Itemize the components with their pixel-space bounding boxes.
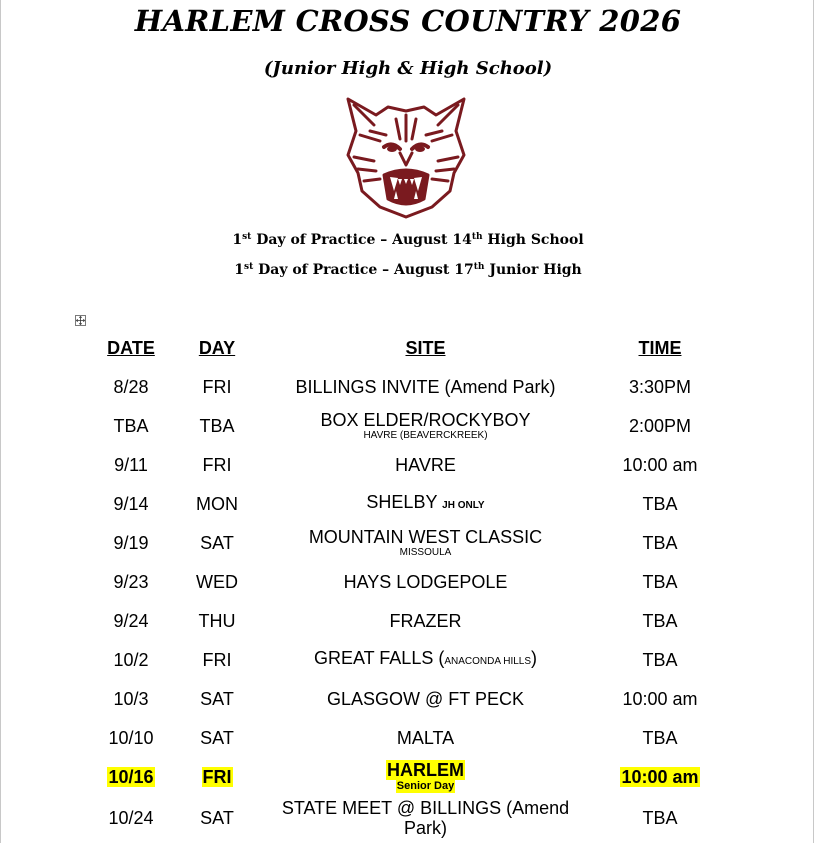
- site-name: BOX ELDER/ROCKYBOY: [320, 409, 531, 430]
- date-highlight: 10/16: [108, 766, 154, 787]
- time-highlight: 10:00 am: [621, 766, 699, 787]
- day-cell: FRI: [202, 649, 232, 670]
- header-day: DAY: [198, 338, 236, 358]
- site-note: HAVRE (BEAVERCKREEK): [363, 429, 488, 441]
- site-cell: BILLINGS INVITE (Amend Park): [295, 376, 556, 397]
- day-cell: FRI: [202, 454, 232, 475]
- day-cell: FRI: [202, 376, 232, 397]
- site-name: GREAT FALLS (: [313, 647, 445, 668]
- day-cell: SAT: [200, 688, 234, 709]
- site-cell: STATE MEET @ BILLINGS (Amend Park): [281, 798, 570, 838]
- site-cell: [268, 484, 583, 523]
- time-cell: 10:00 am: [622, 688, 698, 709]
- date-cell: TBA: [113, 415, 149, 436]
- date-cell: 9/11: [114, 454, 148, 475]
- day-cell: [177, 757, 257, 796]
- site-cell: GLASGOW @ FT PECK: [327, 688, 524, 709]
- site-note: Senior Day: [396, 780, 455, 792]
- date-cell: 9/14: [113, 493, 149, 514]
- time-cell: TBA: [642, 808, 678, 828]
- table-row: [0, 718, 816, 757]
- practice-line-high-school: 1st Day of Practice – August 14th High School: [232, 232, 584, 248]
- day-cell: WED: [196, 571, 238, 592]
- table-row: [0, 445, 816, 484]
- date-cell: 9/24: [113, 610, 149, 631]
- table-row: [0, 796, 816, 840]
- site-cell: [268, 640, 583, 679]
- day-cell: THU: [198, 610, 236, 631]
- time-cell: [590, 757, 730, 796]
- site-note: MISSOULA: [399, 546, 452, 558]
- time-cell: 10:00 am: [622, 454, 698, 475]
- day-cell: SAT: [200, 532, 234, 553]
- time-cell: 3:30PM: [628, 376, 692, 397]
- time-cell: TBA: [642, 610, 678, 631]
- time-cell: TBA: [642, 727, 678, 748]
- table-row: [0, 640, 816, 679]
- site-cell: [268, 523, 583, 562]
- site-cell: FRAZER: [389, 610, 462, 631]
- date-cell: 10/2: [113, 649, 149, 670]
- header-time: TIME: [638, 338, 682, 358]
- bobcat-mascot-icon: [340, 95, 472, 219]
- page-subtitle: (Junior High & High School): [263, 58, 553, 79]
- date-cell: 9/19: [113, 532, 149, 553]
- date-cell: [91, 757, 171, 796]
- time-cell: TBA: [642, 571, 678, 592]
- table-row: [0, 562, 816, 601]
- site-name: HARLEM: [387, 760, 464, 780]
- table-row: [0, 406, 816, 445]
- site-inline-note: JH ONLY: [442, 499, 485, 511]
- table-row: [0, 601, 816, 640]
- site-inline-note: ANACONDA HILLS: [444, 655, 532, 667]
- day-cell: TBA: [199, 415, 235, 436]
- table-row: [0, 367, 816, 406]
- time-cell: TBA: [642, 649, 678, 670]
- day-cell: SAT: [200, 808, 234, 828]
- day-cell: MON: [196, 493, 238, 514]
- site-tail: ): [531, 647, 538, 668]
- site-name: SHELBY: [366, 491, 443, 512]
- site-cell: [268, 757, 583, 796]
- day-highlight: FRI: [202, 766, 232, 787]
- date-cell: 8/28: [113, 376, 149, 397]
- day-cell: SAT: [200, 727, 234, 748]
- site-name: MOUNTAIN WEST CLASSIC: [308, 526, 543, 547]
- site-cell: MALTA: [396, 727, 455, 748]
- table-row-highlighted: [0, 757, 816, 796]
- header-date: DATE: [107, 338, 155, 358]
- page-title: HARLEM CROSS COUNTRY 2026: [134, 4, 682, 38]
- header-site: SITE: [405, 338, 446, 358]
- practice-line-junior-high: 1st Day of Practice – August 17th Junior High: [234, 262, 582, 278]
- date-cell: 10/24: [108, 808, 154, 828]
- table-row: [0, 679, 816, 718]
- date-cell: 9/23: [113, 571, 149, 592]
- site-cell: [268, 406, 583, 445]
- move-handle-icon[interactable]: [75, 315, 86, 326]
- date-cell: 10/10: [108, 727, 154, 748]
- table-row: [0, 484, 816, 523]
- date-cell: 10/3: [113, 688, 149, 709]
- time-cell: TBA: [642, 532, 678, 553]
- table-row: [0, 523, 816, 562]
- site-cell: HAYS LODGEPOLE: [343, 571, 508, 592]
- site-cell: HAVRE: [395, 454, 456, 475]
- time-cell: TBA: [642, 493, 678, 514]
- time-cell: 2:00PM: [628, 415, 692, 436]
